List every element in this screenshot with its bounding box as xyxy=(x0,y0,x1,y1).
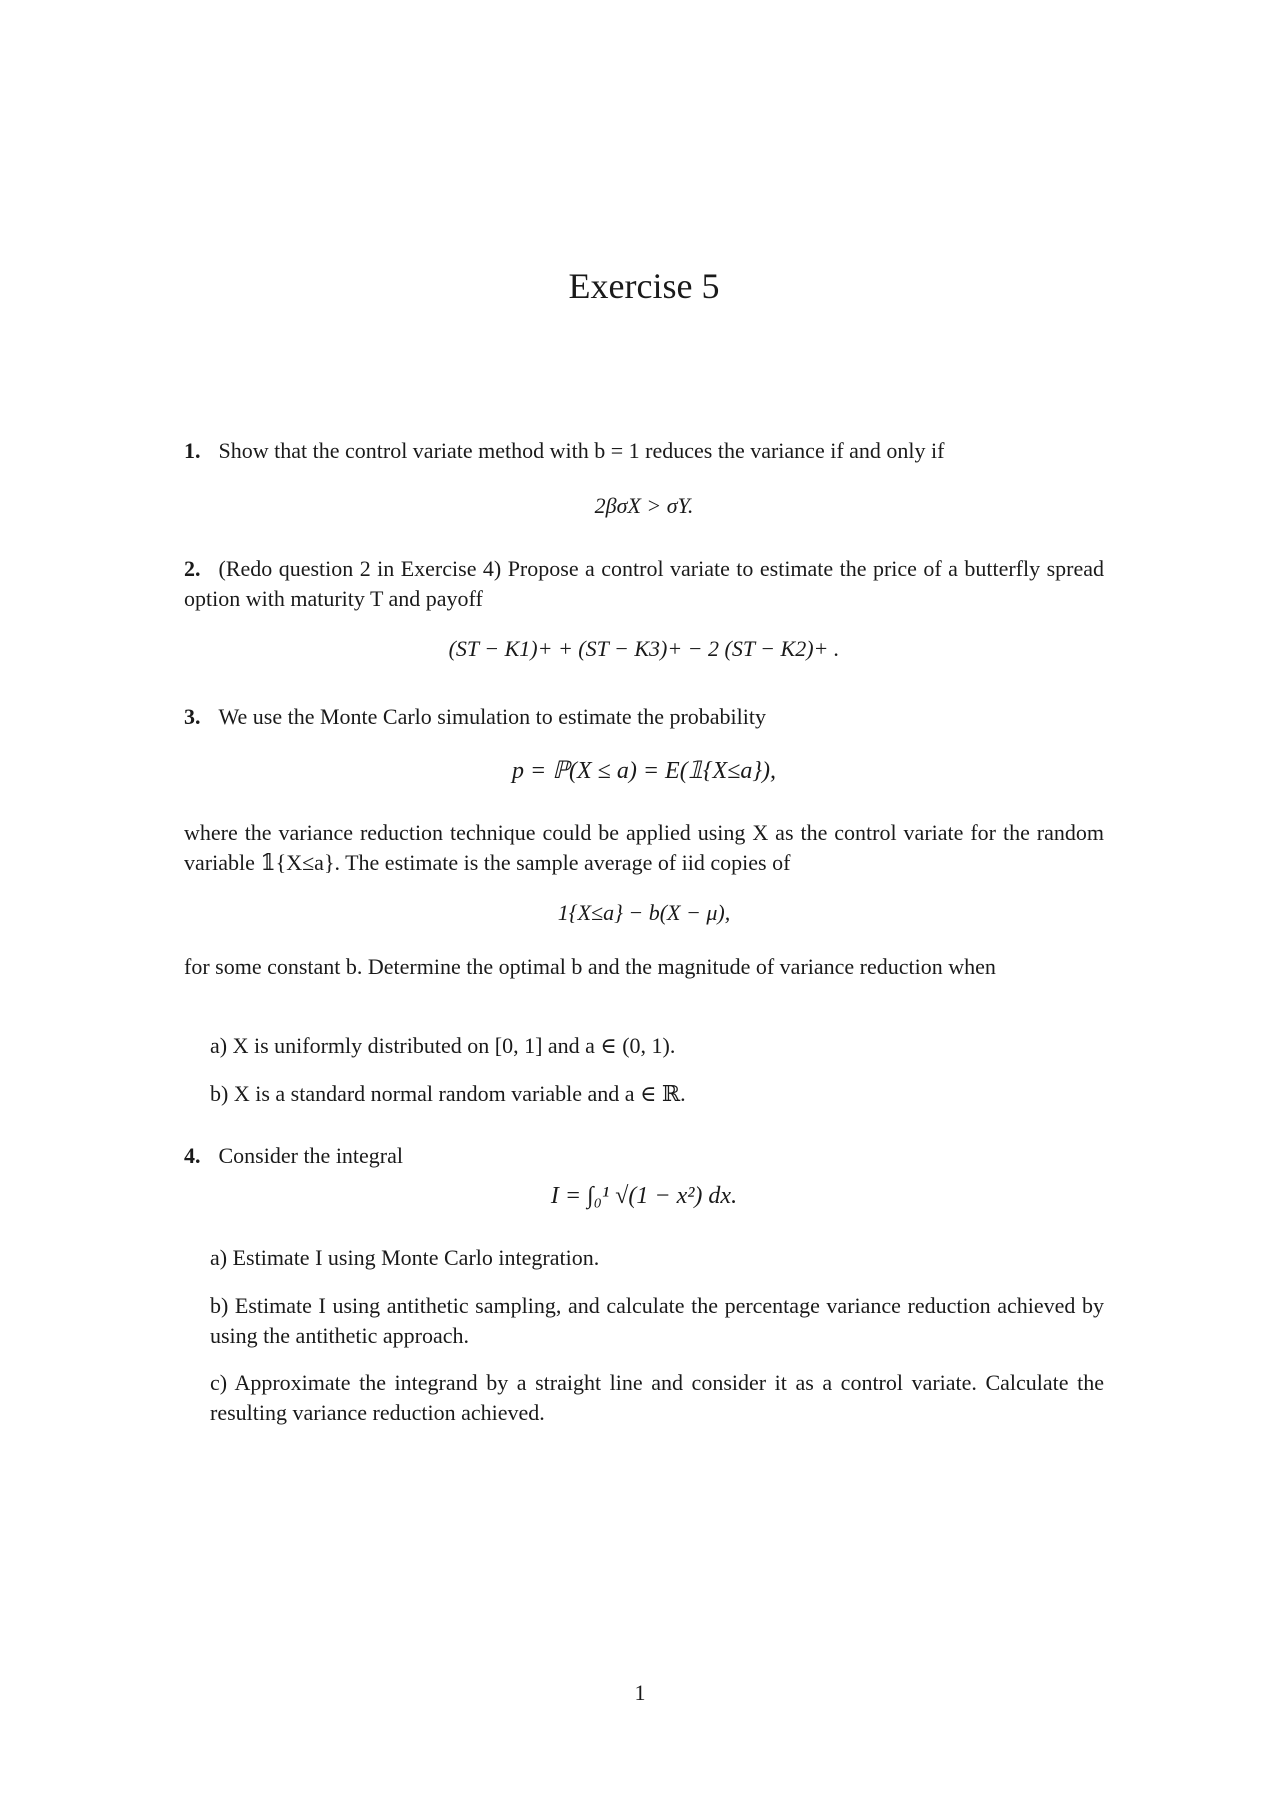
question-1 xyxy=(184,436,1104,466)
page-title: Exercise 5 xyxy=(568,266,720,306)
page-number: 1 xyxy=(634,1680,646,1705)
question-4-part-a: a) Estimate I using Monte Carlo integration. xyxy=(210,1245,600,1270)
question-4-part-c: c) Approximate the integrand by a straight line and consider it as a control variate. Calculate the resulting variance reduction achieved. xyxy=(210,1370,1104,1425)
question-3-equation-2: 1{X≤a} − b(X − μ), xyxy=(557,900,731,925)
question-3-paragraph-2: where the variance reduction technique could be applied using X as the control variate for the random variable 𝟙{X≤a}. The estimate is the sample average of iid copies of xyxy=(184,820,1104,875)
question-3-paragraph-3: for some constant b. Determine the optimal b and the magnitude of variance reduction when xyxy=(184,954,996,979)
question-3-part-b: b) X is a standard normal random variable and a ∈ ℝ. xyxy=(210,1081,686,1106)
question-2 xyxy=(184,554,1104,614)
question-4 xyxy=(184,1141,1104,1171)
question-3-text: We use the Monte Carlo simulation to estimate the probability xyxy=(218,704,767,729)
question-4-part-b: b) Estimate I using antithetic sampling, and calculate the percentage variance reduction achieved by using the antithetic approach. xyxy=(210,1293,1104,1348)
question-3-equation-1: p = ℙ(X ≤ a) = E(𝟙{X≤a}), xyxy=(512,758,776,784)
question-1-text: Show that the control variate method with b = 1 reduces the variance if and only if xyxy=(218,438,945,463)
question-4-equation: I = ∫₀¹ √(1 − x²) dx. xyxy=(550,1183,738,1209)
question-4-number: 4. xyxy=(184,1143,201,1168)
question-2-number: 2. xyxy=(184,556,201,581)
question-3-part-a: a) X is uniformly distributed on [0, 1] and a ∈ (0, 1). xyxy=(210,1033,676,1058)
question-1-equation: 2βσX > σY. xyxy=(594,493,694,518)
question-3-number: 3. xyxy=(184,704,201,729)
question-4-text: Consider the integral xyxy=(218,1143,404,1168)
question-2-text: (Redo question 2 in Exercise 4) Propose a control variate to estimate the price of a butterfly spread option with maturity T and payoff xyxy=(184,556,1104,611)
question-1-number: 1. xyxy=(184,438,201,463)
question-2-equation: (ST − K1)+ + (ST − K3)+ − 2 (ST − K2)+ . xyxy=(448,636,840,661)
question-3 xyxy=(184,702,1104,732)
